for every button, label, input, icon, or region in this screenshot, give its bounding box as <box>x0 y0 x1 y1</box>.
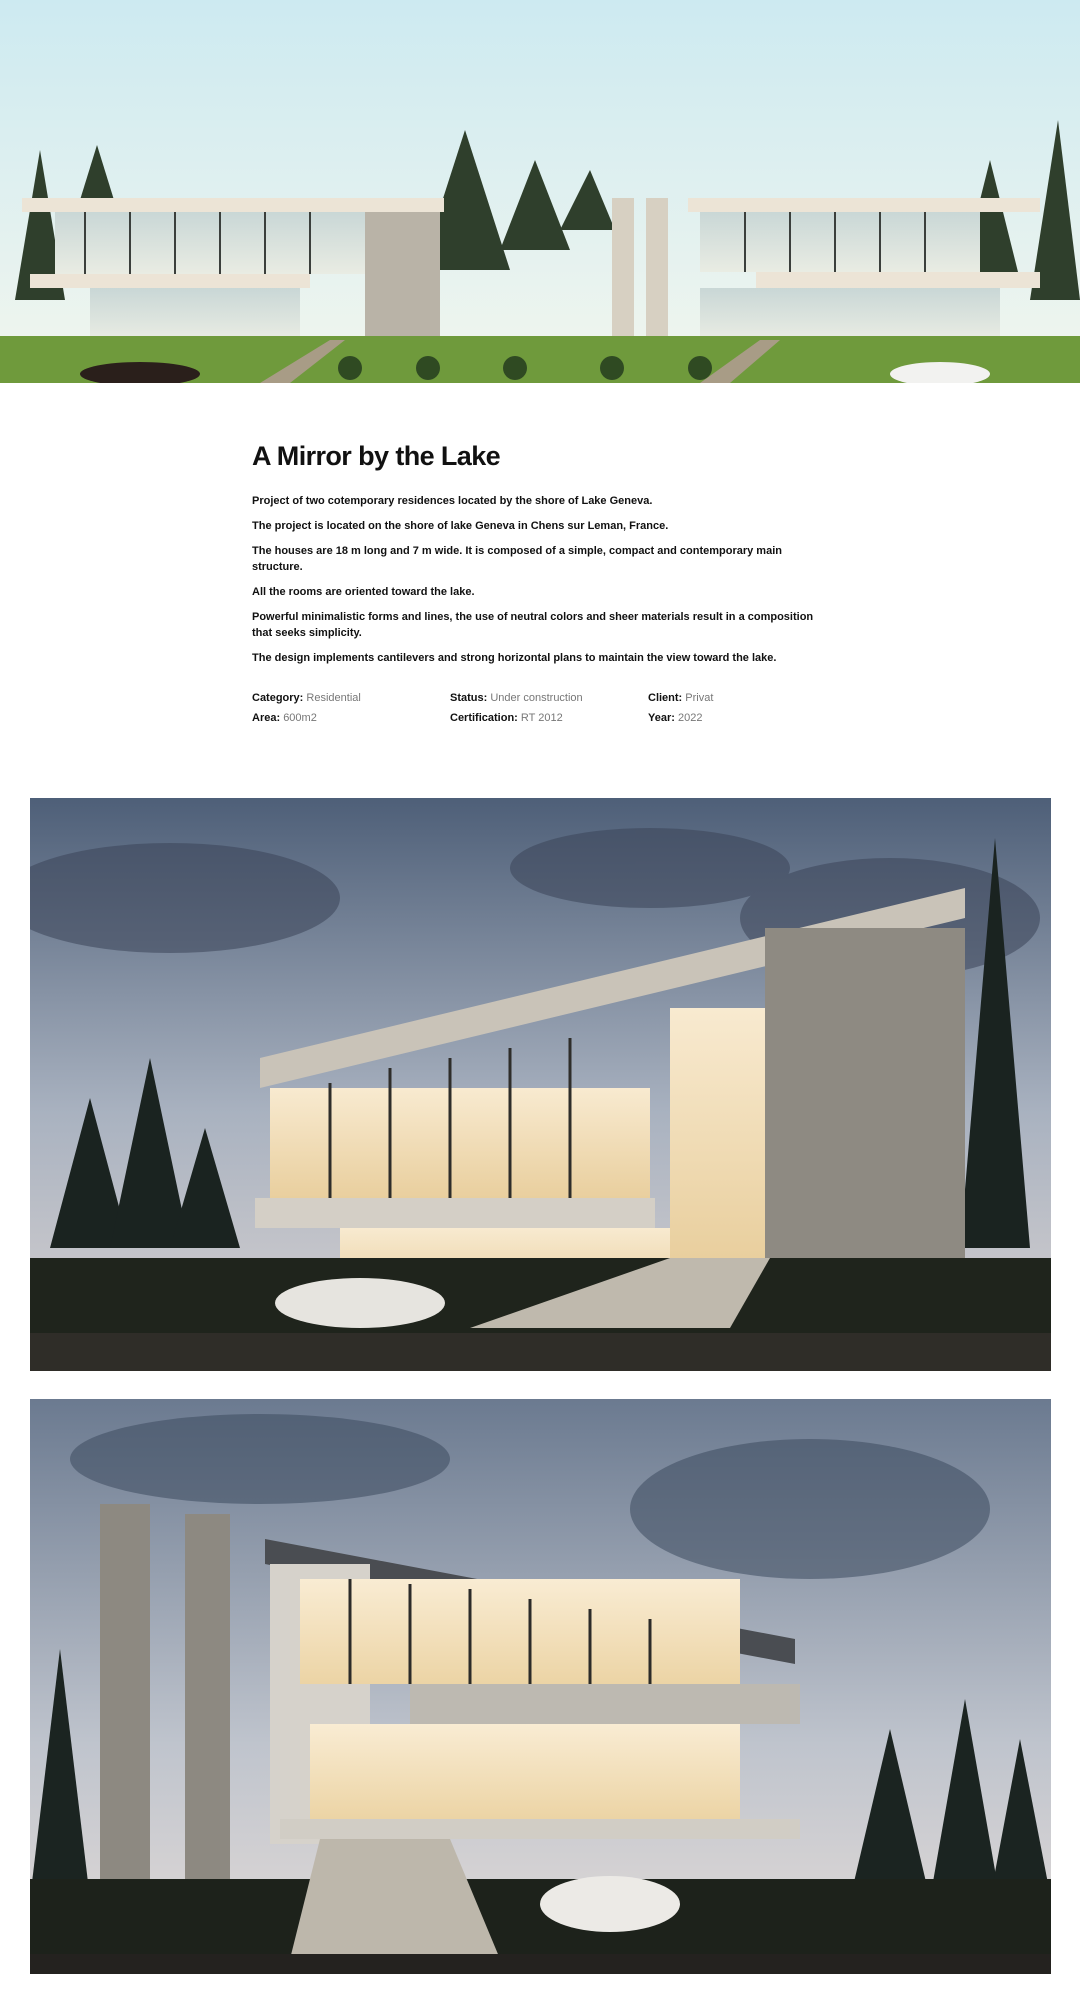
description-paragraph: The project is located on the shore of lake Geneva in Chens sur Leman, France. <box>252 520 669 533</box>
hero-render-image <box>0 0 1080 383</box>
detail-value: RT 2012 <box>520 712 563 724</box>
detail-value: 2022 <box>677 712 703 724</box>
project-description <box>252 440 832 675</box>
detail-label: Area: <box>252 712 281 724</box>
detail-value: Under construction <box>490 692 583 704</box>
detail-value: Residential <box>306 692 361 704</box>
detail-year <box>648 712 846 725</box>
description-paragraph: All the rooms are oriented toward the lake. <box>252 586 475 599</box>
detail-label: Certification: <box>450 712 518 724</box>
page-title: A Mirror by the Lake <box>252 441 501 471</box>
dusk-render-image-2 <box>30 1399 1051 1974</box>
detail-value: Privat <box>685 692 714 704</box>
detail-label: Year: <box>648 712 675 724</box>
description-paragraph: Powerful minimalistic forms and lines, the use of neutral colors and sheer materials result in a composition that seeks simplicity. <box>252 611 814 640</box>
dusk-render-image-1 <box>30 798 1051 1371</box>
description-paragraph: Project of two cotemporary residences located by the shore of Lake Geneva. <box>252 495 653 508</box>
project-details <box>252 692 852 725</box>
hero-illustration <box>0 0 1080 383</box>
detail-label: Client: <box>648 692 683 704</box>
render-illustration <box>30 1399 1051 1974</box>
description-paragraph: The design implements cantilevers and strong horizontal plans to maintain the view toward the lake. <box>252 652 777 665</box>
detail-status <box>450 692 648 705</box>
detail-label: Status: <box>450 692 488 704</box>
render-illustration <box>30 798 1051 1371</box>
detail-client <box>648 692 846 705</box>
description-paragraph: The houses are 18 m long and 7 m wide. It is composed of a simple, compact and contemporary main structure. <box>252 545 782 574</box>
detail-category <box>252 692 450 705</box>
detail-certification <box>450 712 648 725</box>
detail-label: Category: <box>252 692 304 704</box>
detail-value: 600m2 <box>283 712 317 724</box>
detail-area <box>252 712 450 725</box>
